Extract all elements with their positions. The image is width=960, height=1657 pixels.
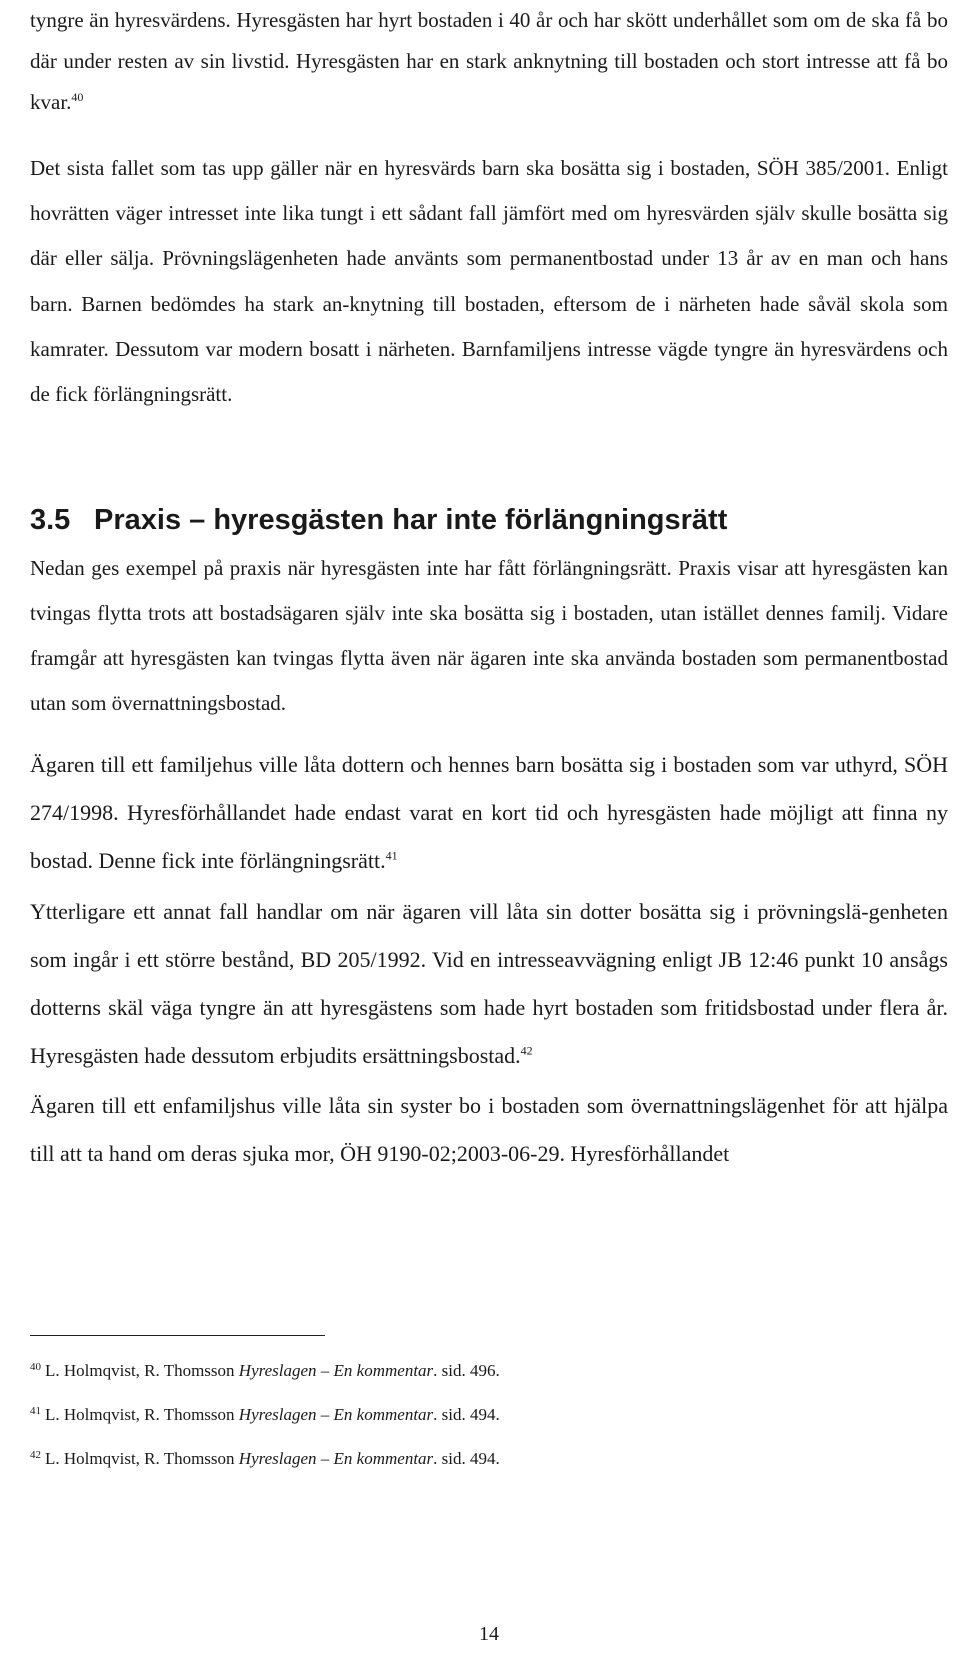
- footnote: [30, 1394, 948, 1438]
- paragraph-text: Ägaren till ett enfamiljshus ville låta sin syster bo i bostaden som övernattningslägenhet för att hjälpa till att ta hand om deras sjuka mor, ÖH 9190-02;2003-06-29. Hyresförhållandet: [30, 1093, 948, 1166]
- paragraph-oh-9190: [30, 1082, 948, 1178]
- footnote: [30, 1438, 948, 1482]
- paragraph-intro: [30, 546, 948, 726]
- footnote-reference[interactable]: 42: [520, 1043, 533, 1058]
- paragraph-bd-205: [30, 888, 948, 1080]
- paragraph-continued: [30, 0, 948, 123]
- footnote-title: Hyreslagen – En kommentar: [238, 1405, 434, 1424]
- paragraph-text: tyngre än hyresvärdens. Hyresgästen har hyrt bostaden i 40 år och har skött underhållet som om de ska få bo där under resten av sin livstid. Hyresgästen har en stark anknytning till bostaden och stort intresse att få bo kvar.: [30, 8, 948, 114]
- paragraph-text: Det sista fallet som tas upp gäller när en hyresvärds barn ska bosätta sig i bostaden, SÖH 385/2001. Enligt hovrätten väger intresset inte lika tungt i ett sådant fall jämfört med om hyresvärden själv skulle bosätta sig där eller sälja. Prövningslägenheten hade använts som permanentbostad under 13 år av en man och hans barn. Barnen bedömdes ha stark an-knytning till bostaden, eftersom de i närheten hade såväl skola som kamrater. Dessutom var modern bosatt i närheten. Barnfamiljens intresse vägde tyngre än hyresvärdens och de fick förlängningsrätt.: [30, 156, 948, 407]
- footnotes: [30, 1350, 948, 1482]
- footnote-rest: . sid. 494.: [433, 1405, 500, 1424]
- paragraph-soh-385: [30, 146, 948, 417]
- section-number: 3.5: [30, 504, 71, 536]
- footnote-reference[interactable]: 41: [385, 848, 398, 863]
- footnote-number: 40: [30, 1361, 41, 1373]
- footnote-authors: L. Holmqvist, R. Thomsson: [45, 1361, 239, 1380]
- page-number: 14: [479, 1623, 499, 1645]
- footnote-authors: L. Holmqvist, R. Thomsson: [45, 1449, 239, 1468]
- footnote-title: Hyreslagen – En kommentar: [238, 1449, 434, 1468]
- footnote-reference[interactable]: 40: [71, 90, 84, 104]
- paragraph-text: Ytterligare ett annat fall handlar om när ägaren vill låta sin dotter bosätta sig i prövningslä-genheten som ingår i ett större bestånd, BD 205/1992. Vid en intresseavvägning enligt JB 12:46 punkt 10 ansågs dotterns skäl väga tyngre än att hyresgästens som hade hyrt bostaden som fritidsbostad under flera år. Hyresgästen hade dessutom erbjudits ersättningsbostad.: [30, 899, 948, 1068]
- footnote-number: 42: [30, 1449, 41, 1461]
- section-title: Praxis – hyresgästen har inte förlängningsrätt: [94, 504, 728, 536]
- footnote: [30, 1350, 948, 1394]
- footnote-rest: . sid. 494.: [433, 1449, 500, 1468]
- paragraph-text: Ägaren till ett familjehus ville låta dottern och hennes barn bosätta sig i bostaden som var uthyrd, SÖH 274/1998. Hyresförhållandet hade endast varat en kort tid och hyresgästen hade möjligt att finna ny bostad. Denne fick inte förlängningsrätt.: [30, 752, 948, 873]
- footnote-title: Hyreslagen – En kommentar: [238, 1361, 434, 1380]
- paragraph-soh-274: [30, 741, 948, 885]
- footnote-divider: [30, 1335, 325, 1336]
- footnote-authors: L. Holmqvist, R. Thomsson: [45, 1405, 239, 1424]
- footnote-rest: . sid. 496.: [433, 1361, 500, 1380]
- section-heading: [30, 500, 948, 540]
- footnote-number: 41: [30, 1405, 41, 1417]
- paragraph-text: Nedan ges exempel på praxis när hyresgästen inte har fått förlängningsrätt. Praxis visar att hyresgästen kan tvingas flytta trots att bostadsägaren själv inte ska bosätta sig i bostaden, utan istället dennes familj. Vidare framgår att hyresgästen kan tvingas flytta även när ägaren inte ska använda bostaden som permanentbostad utan som övernattningsbostad.: [30, 556, 948, 715]
